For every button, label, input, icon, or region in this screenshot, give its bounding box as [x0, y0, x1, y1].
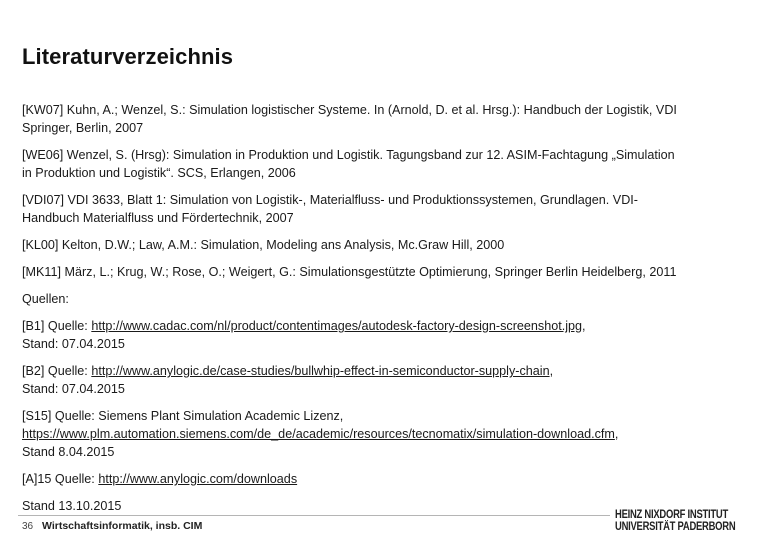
- reference-kl00: [22, 236, 762, 254]
- source-s15-link[interactable]: https://www.plm.automation.siemens.com/de_de/academic/resources/tecnomatix/simulation-download.cfm: [22, 427, 615, 441]
- footer-course-title: Wirtschaftsinformatik, insb. CIM: [42, 520, 203, 532]
- sources-heading: Quellen:: [22, 292, 69, 306]
- source-text: [S15] Quelle: Siemens Plant Simulation Academic Lizenz,: [22, 409, 344, 423]
- source-b2-link[interactable]: http://www.anylogic.de/case-studies/bullwhip-effect-in-semiconductor-supply-chain: [91, 364, 550, 378]
- source-b1: [22, 317, 762, 353]
- source-b1-link[interactable]: http://www.cadac.com/nl/product/contentimages/autodesk-factory-design-screenshot.jpg: [91, 319, 583, 333]
- source-a15-link[interactable]: http://www.anylogic.com/downloads: [98, 472, 298, 486]
- reference-line: in Produktion und Logistik“. SCS, Erlangen, 2006: [22, 166, 296, 180]
- institute-logo: [615, 509, 762, 533]
- reference-we06: [22, 146, 762, 182]
- source-a15: [22, 470, 762, 488]
- reference-list: [22, 101, 762, 515]
- source-suffix: ,: [614, 427, 619, 441]
- reference-line: [KW07] Kuhn, A.; Wenzel, S.: Simulation logistischer Systeme. In (Arnold, D. et al. Hrsg.): Handbuch der Logistik, VDI: [22, 103, 677, 117]
- source-prefix: [A]15 Quelle:: [22, 472, 99, 486]
- logo-line-1: HEINZ NIXDORF INSTITUT: [615, 509, 729, 521]
- page-number: 36: [22, 521, 34, 532]
- page-title: Literaturverzeichnis: [22, 44, 234, 69]
- source-prefix: [B1] Quelle:: [22, 319, 92, 333]
- source-date: Stand: 07.04.2015: [22, 382, 125, 396]
- reference-line: [WE06] Wenzel, S. (Hrsg): Simulation in Produktion und Logistik. Tagungsband zur 12. ASIM-Fachtagung „Simulation: [22, 148, 675, 162]
- source-date: Stand 8.04.2015: [22, 445, 115, 459]
- reference-line: [VDI07] VDI 3633, Blatt 1: Simulation von Logistik-, Materialfluss- und Produktionssystemen, Grundlagen. VDI-: [22, 193, 638, 207]
- source-suffix: ,: [549, 364, 554, 378]
- logo-line-2: UNIVERSITÄT PADERBORN: [615, 521, 736, 533]
- source-a15-date: Stand 13.10.2015: [22, 499, 122, 513]
- source-s15: [22, 407, 762, 461]
- reference-line: [KL00] Kelton, D.W.; Law, A.M.: Simulation, Modeling ans Analysis, Mc.Graw Hill, 2000: [22, 238, 505, 252]
- source-prefix: [B2] Quelle:: [22, 364, 92, 378]
- reference-line: Springer, Berlin, 2007: [22, 121, 144, 135]
- reference-line: [MK11] März, L.; Krug, W.; Rose, O.; Weigert, G.: Simulationsgestützte Optimierung, Springer Berlin Heidelberg, 2011: [22, 265, 677, 279]
- source-suffix: ,: [582, 319, 586, 333]
- footer-divider: [18, 515, 610, 516]
- source-b2: [22, 362, 762, 398]
- reference-vdi07: [22, 191, 762, 227]
- reference-kw07: [22, 101, 762, 137]
- source-date: Stand: 07.04.2015: [22, 337, 125, 351]
- reference-mk11: [22, 263, 762, 281]
- reference-line: Handbuch Materialfluss und Fördertechnik, 2007: [22, 211, 294, 225]
